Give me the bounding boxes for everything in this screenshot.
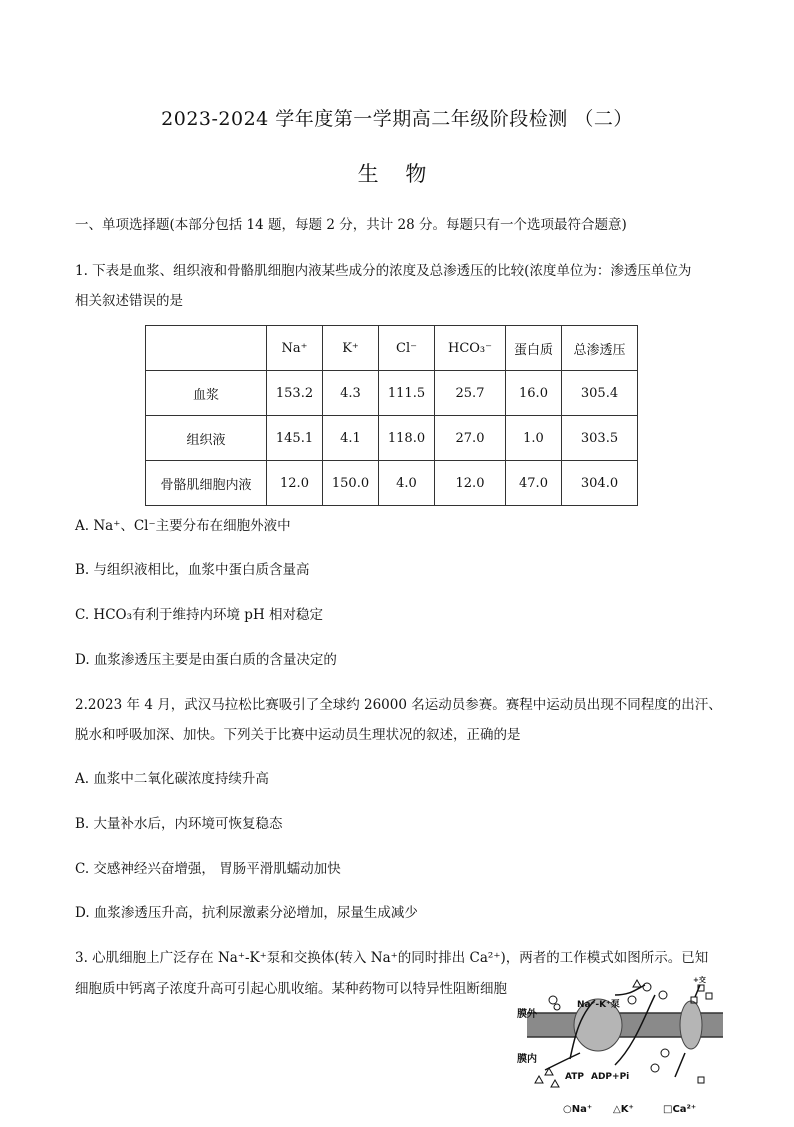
na-ion	[549, 996, 557, 1004]
legend-k: △K⁺	[613, 1104, 634, 1115]
q1-option-c: C. HCO₃有利于维持内环境 pH 相对稳定	[75, 607, 324, 623]
na-ion	[628, 996, 636, 1004]
subject-title: 生 物	[357, 162, 437, 186]
q1-table	[145, 325, 638, 506]
na-ion	[661, 1049, 669, 1057]
k-ion	[551, 1080, 559, 1087]
table-cell: 1.0	[506, 416, 562, 461]
q1-option-a: A. Na⁺、Cl⁻主要分布在细胞外液中	[75, 518, 291, 534]
na-ion	[554, 1004, 560, 1010]
table-row	[146, 371, 638, 416]
exchanger-protein	[680, 1001, 702, 1049]
table-header-cell: K⁺	[323, 326, 379, 371]
table-cell: 305.4	[562, 371, 638, 416]
inside-label: 膜内	[517, 1054, 537, 1065]
ca-ion	[698, 1077, 704, 1083]
na-ion	[651, 1064, 659, 1072]
table-cell: 303.5	[562, 416, 638, 461]
q2-option-a: A. 血浆中二氧化碳浓度持续升高	[75, 771, 269, 787]
table-header-cell: 总渗透压	[562, 326, 638, 371]
page-title: 2023-2024 学年度第一学期高二年级阶段检测 （二）	[161, 108, 633, 130]
table-header-cell: Na⁺	[267, 326, 323, 371]
membrane-transport-figure	[505, 975, 730, 1123]
table-header-cell: Cl⁻	[379, 326, 435, 371]
q1-stem-line1: 1. 下表是血浆、组织液和骨骼肌细胞内液某些成分的浓度及总渗透压的比较(浓度单位为：渗透压单位为	[75, 263, 692, 279]
k-ion	[535, 1076, 543, 1083]
legend-ca: □Ca²⁺	[663, 1104, 697, 1115]
table-cell: 304.0	[562, 461, 638, 506]
table-cell: 组织液	[146, 416, 267, 461]
q3-stem-line2: 细胞质中钙离子浓度升高可引起心肌收缩。某种药物可以特异性阻断细胞	[75, 981, 507, 997]
table-header-cell: HCO₃⁻	[435, 326, 506, 371]
k-ion	[633, 980, 641, 987]
q1-option-d: D. 血浆渗透压主要是由蛋白质的含量决定的	[75, 652, 337, 668]
table-cell: 12.0	[267, 461, 323, 506]
table-cell: 150.0	[323, 461, 379, 506]
table-cell: 111.5	[379, 371, 435, 416]
q1-stem-line2: 相关叙述错误的是	[75, 293, 183, 309]
table-cell: 47.0	[506, 461, 562, 506]
top-right-label: +交	[693, 976, 706, 984]
q2-option-c: C. 交感神经兴奋增强， 胃肠平滑肌蠕动加快	[75, 861, 341, 877]
table-cell: 血浆	[146, 371, 267, 416]
adp-label: ADP+Pi	[591, 1072, 630, 1082]
outside-label: 膜外	[517, 1009, 537, 1020]
table-cell: 27.0	[435, 416, 506, 461]
table-row	[146, 416, 638, 461]
q3-stem-line1: 3. 心肌细胞上广泛存在 Na⁺-K⁺泵和交换体(转入 Na⁺的同时排出 Ca²⁺)，两者的工作模式如图所示。已知	[75, 950, 709, 966]
table-cell: 145.1	[267, 416, 323, 461]
q2-option-d: D. 血浆渗透压升高，抗利尿激素分泌增加，尿量生成减少	[75, 905, 418, 921]
q2-option-b: B. 大量补水后，内环境可恢复稳态	[75, 816, 283, 832]
legend-na: ○Na⁺	[563, 1104, 593, 1115]
ca-ion	[706, 993, 712, 999]
table-cell: 骨骼肌细胞内液	[146, 461, 267, 506]
table-cell: 4.3	[323, 371, 379, 416]
table-cell: 4.0	[379, 461, 435, 506]
arrow	[545, 1053, 580, 1070]
table-header-cell: 蛋白质	[506, 326, 562, 371]
q2-stem-line2: 脱水和呼吸加深、加快。下列关于比赛中运动员生理状况的叙述，正确的是	[75, 727, 521, 743]
table-cell: 118.0	[379, 416, 435, 461]
table-cell: 25.7	[435, 371, 506, 416]
q1-option-b: B. 与组织液相比，血浆中蛋白质含量高	[75, 562, 310, 578]
section-heading: 一、单项选择题(本部分包括 14 题，每题 2 分，共计 28 分。每题只有一个选项最符合题意)	[75, 217, 627, 233]
pump-label: Na⁺-K⁺泵	[577, 1000, 620, 1010]
na-ion	[659, 991, 667, 999]
table-header-cell	[146, 326, 267, 371]
table-cell: 16.0	[506, 371, 562, 416]
arrow	[675, 1053, 685, 1077]
table-cell: 153.2	[267, 371, 323, 416]
table-row	[146, 461, 638, 506]
table-cell: 12.0	[435, 461, 506, 506]
table-header-row	[146, 326, 638, 371]
q2-stem-line1: 2.2023 年 4 月，武汉马拉松比赛吸引了全球约 26000 名运动员参赛。赛程中运动员出现不同程度的出汗、	[75, 697, 722, 713]
na-ion	[643, 983, 651, 991]
table-cell: 4.1	[323, 416, 379, 461]
atp-label: ATP	[565, 1072, 585, 1082]
